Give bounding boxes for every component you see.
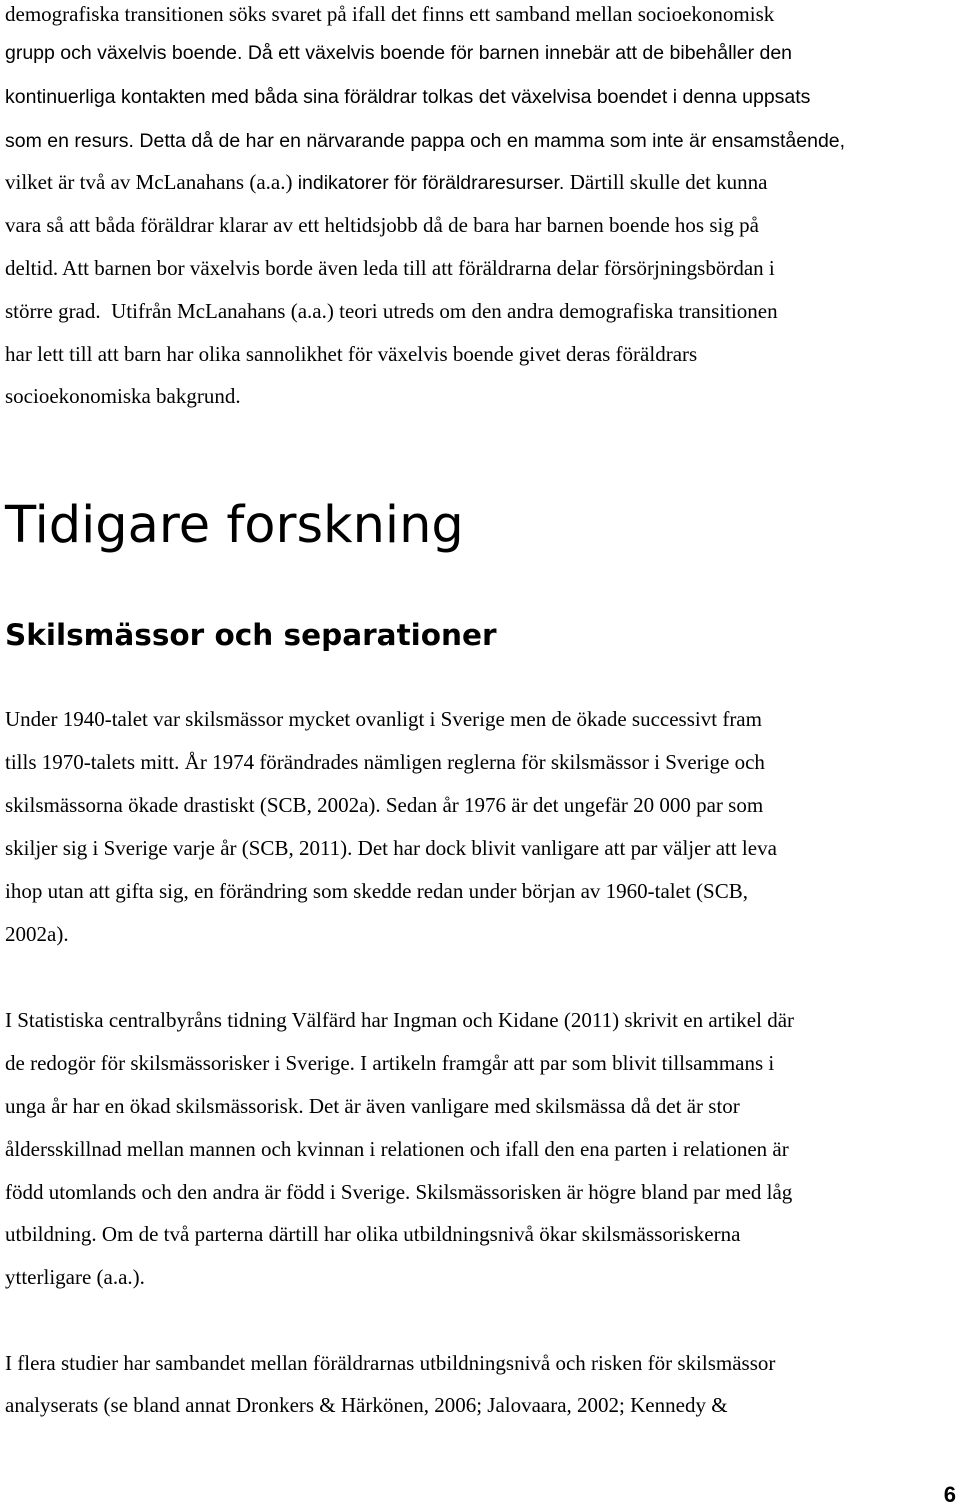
text-line: demografiska transitionen söks svaret på ifall det finns ett samband mellan socioekonomisk [5,2,775,26]
text-line: utbildning. Om de två parterna därtill har olika utbildningsnivå ökar skilsmässoriskerna [5,1222,741,1246]
text-line: ihop utan att gifta sig, en förändring som skedde redan under början av 1960-talet (SCB, [5,879,748,903]
text-line: född utomlands och den andra är född i Sverige. Skilsmässorisken är högre bland par med låg [5,1180,793,1204]
text-line: har lett till att barn har olika sannolikhet för växelvis boende givet deras föräldrars [5,342,698,366]
subsection-heading: Skilsmässor och separationer [5,618,497,652]
text-line: socioekonomiska bakgrund. [5,384,241,408]
text-line: unga år har en ökad skilsmässorisk. Det är även vanligare med skilsmässa då det är stor [5,1094,740,1118]
text-line: de redogör för skilsmässorisker i Sverige. I artikeln framgår att par som blivit tillsammans i [5,1051,775,1075]
section-heading: Tidigare forskning [5,496,464,555]
text-line: analyserats (se bland annat Dronkers & Härkönen, 2006; Jalovaara, 2002; Kennedy & [5,1393,728,1417]
text-line: åldersskillnad mellan mannen och kvinnan i relationen och ifall den ena parten i relationen är [5,1137,789,1161]
text-line: större grad. Utifrån McLanahans (a.a.) teori utreds om den andra demografiska transitionen [5,299,778,323]
text-line: kontinuerliga kontakten med båda sina föräldrar tolkas det växelvisa boendet i denna uppsats [5,86,811,108]
text-line: skiljer sig i Sverige varje år (SCB, 2011). Det har dock blivit vanligare att par väljer att leva [5,836,777,860]
text-line: vilket är två av McLanahans (a.a.) indikatorer för föräldraresurser. Därtill skulle det kunna [5,170,768,194]
text-line: skilsmässorna ökade drastiskt (SCB, 2002a). Sedan år 1976 är det ungefär 20 000 par som [5,793,764,817]
text-line: Under 1940-talet var skilsmässor mycket ovanligt i Sverige men de ökade successivt fram [5,707,762,731]
text-line: som en resurs. Detta då de har en närvarande pappa och en mamma som inte är ensamstående, [5,130,846,152]
text-line: I Statistiska centralbyråns tidning Välfärd har Ingman och Kidane (2011) skrivit en artikel där [5,1008,795,1032]
text-line: grupp och växelvis boende. Då ett växelvis boende för barnen innebär att de bibehåller den [5,42,793,64]
text-line: vara så att båda föräldrar klarar av ett heltidsjobb då de bara har barnen boende hos sig på [5,213,759,237]
text-line: ytterligare (a.a.). [5,1265,145,1289]
text-line: tills 1970-talets mitt. År 1974 förändrades nämligen reglerna för skilsmässor i Sverige och [5,750,765,774]
page-number: 6 [943,1482,956,1507]
text-line: I flera studier har sambandet mellan föräldrarnas utbildningsnivå och risken för skilsmässor [5,1351,776,1375]
text-line: 2002a). [5,922,69,946]
text-line: deltid. Att barnen bor växelvis borde även leda till att föräldrarna delar försörjningsbördan i [5,256,775,280]
